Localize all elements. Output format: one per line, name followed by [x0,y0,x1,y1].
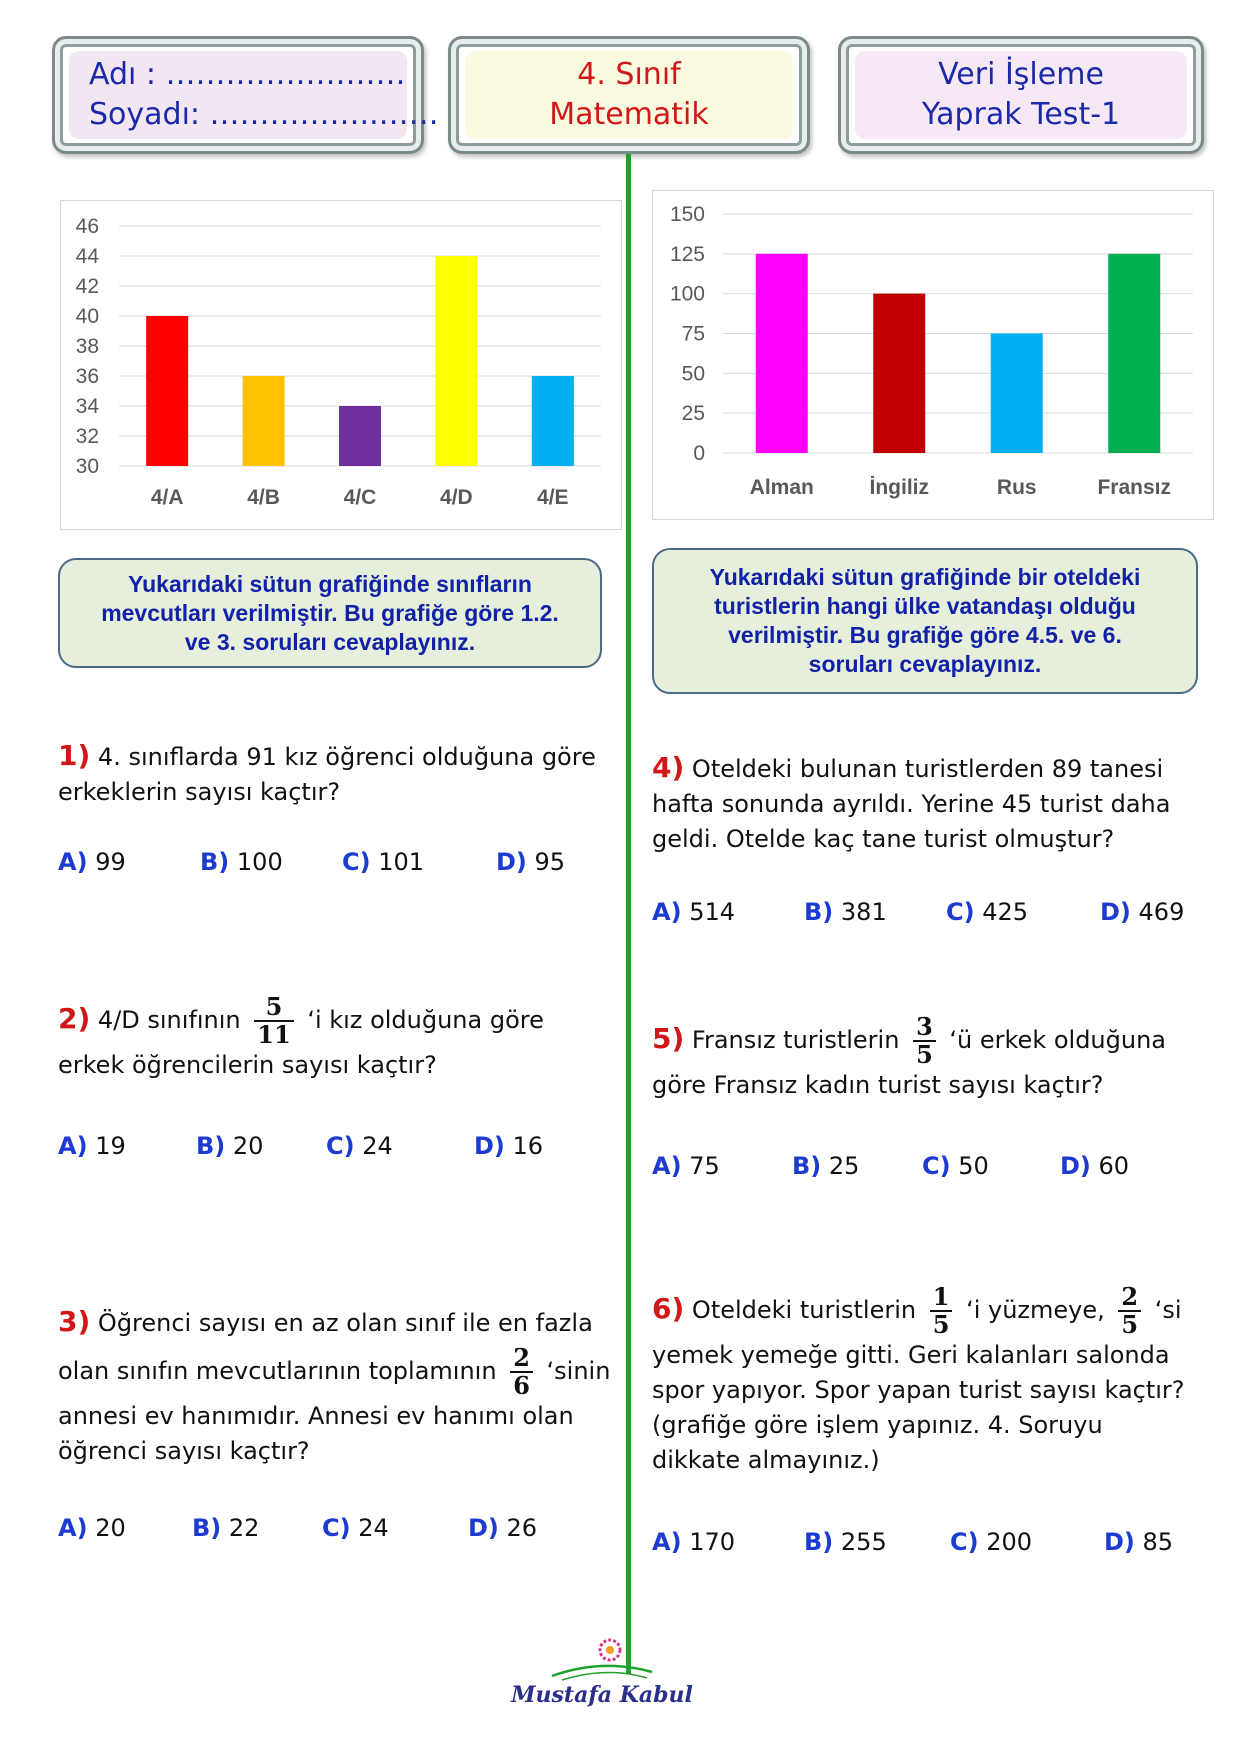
column-divider [626,154,631,1674]
question-text: Fransız turistlerin [691,1026,900,1054]
q6-option-c[interactable]: C) 200 [950,1528,1033,1556]
bar-Rus [991,334,1043,454]
class-bar-chart [61,201,621,529]
question-line: hafta sonunda ayrıldı. Yerine 45 turist daha [652,790,1171,818]
x-tick-label: 4/E [537,486,569,509]
question-6 [652,1284,1212,1478]
question-text: ‘ü erkek olduğuna [949,1026,1167,1054]
question-number: 2) [58,1002,91,1035]
bar-4/A [146,316,188,466]
question-number: 3) [58,1305,91,1338]
bar-İngiliz [873,294,925,453]
question-4 [652,750,1208,857]
question-number: 6) [652,1292,685,1325]
q5-option-b[interactable]: B) 25 [792,1152,860,1180]
q6-option-a[interactable]: A) 170 [652,1528,735,1556]
question-5 [652,1014,1212,1103]
info-left-line: Yukarıdaki sütun grafiğinde sınıfların [128,570,532,597]
tourist-chart-box [652,190,1214,520]
q3-option-d[interactable]: D) 26 [468,1514,538,1542]
y-tick-label: 32 [75,425,99,448]
question-line [652,1014,1212,1068]
info-left-line: ve 3. soruları cevaplayınız. [184,628,476,655]
fraction: $\frac{5}{11}$ [254,994,293,1048]
y-tick-label: 25 [681,402,705,426]
question-3 [58,1304,624,1469]
bar-4/C [339,406,381,466]
info-right-line: Yukarıdaki sütun grafiğinde bir oteldeki [709,564,1141,590]
topic-title: Veri İşleme [938,57,1104,92]
q2-option-a[interactable]: A) 19 [58,1132,126,1160]
question-1 [58,738,614,810]
y-tick-label: 125 [669,242,705,266]
info-left-line: mevcutları verilmiştir. Bu grafiğe göre 1.2. [101,599,559,626]
question-line: annesi ev hanımıdır. Annesi ev hanımı olan [58,1402,574,1430]
tourist-bar-chart [653,191,1213,519]
bar-Fransız [1108,254,1160,453]
x-tick-label: İngiliz [869,476,929,499]
x-tick-label: Alman [749,476,814,499]
surname-field[interactable]: Soyadı: ……………..…… [89,97,439,132]
fraction: $\frac{2}{5}$ [1118,1284,1141,1338]
y-tick-label: 30 [75,455,99,478]
y-tick-label: 46 [75,215,99,238]
q6-option-b[interactable]: B) 255 [804,1528,887,1556]
question-text: ‘si [1154,1296,1182,1324]
question-line: erkek öğrencilerin sayısı kaçtır? [58,1051,437,1079]
y-tick-label: 44 [75,245,99,268]
fraction: $\frac{3}{5}$ [913,1014,936,1068]
q4-option-b[interactable]: B) 381 [804,898,887,926]
y-tick-label: 150 [669,203,705,226]
name-header-box [52,36,439,154]
q1-option-a[interactable]: A) 99 [58,848,126,876]
fraction: $\frac{2}{6}$ [510,1345,533,1399]
question-2 [58,994,618,1083]
fraction: $\frac{1}{5}$ [930,1284,953,1338]
q2-option-c[interactable]: C) 24 [326,1132,393,1160]
x-tick-label: 4/B [247,486,280,509]
y-tick-label: 100 [669,282,705,306]
q5-option-a[interactable]: A) 75 [652,1152,720,1180]
info-box-left [58,558,602,668]
author-name: Mustafa Kabul [511,1682,693,1708]
question-line [652,750,1208,787]
q5-option-c[interactable]: C) 50 [922,1152,989,1180]
question-line [58,1345,624,1399]
question-text: 4. sınıflarda 91 kız öğrenci olduğuna göre erkeklerin sayısı kaçtır? [58,743,596,806]
y-tick-label: 38 [75,335,99,358]
bar-4/D [435,256,477,466]
question-line [652,1284,1212,1338]
question-text: ‘i kız olduğuna göre [307,1006,544,1034]
topic-header-inner [855,51,1187,139]
question-text: ‘i yüzmeye, [966,1296,1105,1324]
info-right-line: turistlerin hangi ülke vatandaşı olduğu [714,593,1136,619]
bar-4/B [243,376,285,466]
info-right-line: verilmiştir. Bu grafiğe göre 4.5. ve 6. [728,622,1122,648]
y-tick-label: 0 [693,442,705,465]
topic-header-box [838,36,1204,154]
author-logo [492,1636,712,1716]
question-line [58,1304,624,1341]
y-tick-label: 36 [75,365,99,388]
bar-4/E [532,376,574,466]
question-line: yemek yemeğe gitti. Geri kalanları salonda [652,1341,1170,1369]
q4-option-c[interactable]: C) 425 [946,898,1029,926]
x-tick-label: Fransız [1097,476,1172,499]
question-line: (grafiğe göre işlem yapınız. 4. Soruyu [652,1411,1103,1439]
x-tick-label: 4/A [150,486,184,509]
q5-option-d[interactable]: D) 60 [1060,1152,1130,1180]
question-line [58,994,618,1048]
question-number: 5) [652,1022,685,1055]
q4-option-d[interactable]: D) 469 [1100,898,1185,926]
question-text: Oteldeki bulunan turistlerden 89 tanesi [691,755,1164,783]
q3-option-b[interactable]: B) 22 [192,1514,260,1542]
question-text: ‘sinin [546,1357,611,1385]
bar-Alman [756,254,808,453]
y-tick-label: 75 [681,322,705,346]
q3-option-a[interactable]: A) 20 [58,1514,126,1542]
question-line: göre Fransız kadın turist sayısı kaçtır? [652,1071,1104,1099]
q1-option-d[interactable]: D) 95 [496,848,566,876]
y-tick-label: 42 [75,275,99,298]
question-text: 4/D sınıfının [97,1006,241,1034]
q4-option-a[interactable]: A) 514 [652,898,735,926]
subject-title: Matematik [549,97,709,132]
x-tick-label: Rus [996,476,1037,499]
q2-option-b[interactable]: B) 20 [196,1132,264,1160]
name-header-inner [69,51,439,139]
question-number: 4) [652,751,685,784]
question-line: geldi. Otelde kaç tane turist olmuştur? [652,825,1115,853]
info-right-line: soruları cevaplayınız. [808,651,1042,677]
grade-title: 4. Sınıf [577,57,681,92]
y-tick-label: 34 [75,395,99,418]
x-tick-label: 4/D [440,486,473,509]
y-tick-label: 40 [75,305,99,328]
class-chart-box [60,200,622,530]
question-text: Oteldeki turistlerin [691,1296,917,1324]
grade-header-box [448,36,810,154]
q3-option-c[interactable]: C) 24 [322,1514,389,1542]
q2-option-d[interactable]: D) 16 [474,1132,544,1160]
q6-option-d[interactable]: D) 85 [1104,1528,1174,1556]
x-tick-label: 4/C [343,486,377,509]
test-title: Yaprak Test-1 [921,97,1121,132]
question-text: olan sınıfın mevcutlarının toplamının [58,1357,497,1385]
q1-option-b[interactable]: B) 100 [200,848,283,876]
info-box-right [652,548,1198,694]
q1-option-c[interactable]: C) 101 [342,848,425,876]
question-number: 1) [58,739,91,772]
name-field[interactable]: Adı : …………………… [89,57,406,92]
y-tick-label: 50 [681,362,705,386]
question-line: spor yapıyor. Spor yapan turist sayısı kaçtır? [652,1376,1185,1404]
question-line: dikkate almayınız.) [652,1446,880,1474]
question-line: öğrenci sayısı kaçtır? [58,1437,310,1465]
question-text: Öğrenci sayısı en az olan sınıf ile en fazla [97,1309,593,1337]
grade-header-inner [465,51,793,139]
